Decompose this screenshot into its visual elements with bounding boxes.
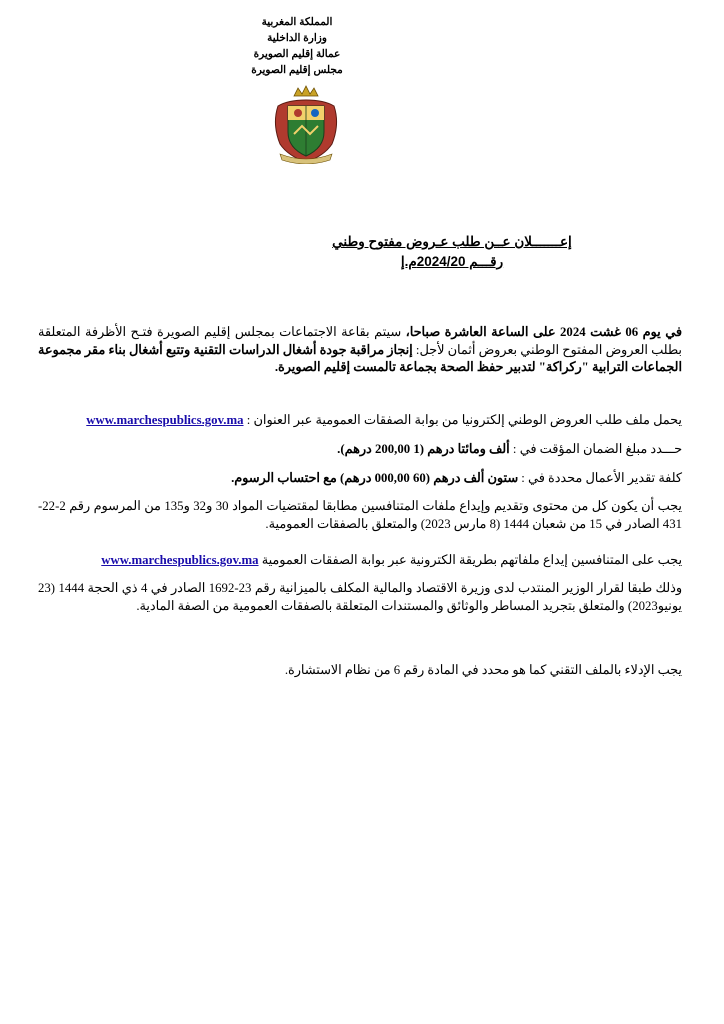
title-line-number: رقـــم 2024/20م.إ [400, 254, 504, 269]
opening-date: في يوم 06 غشت 2024 على الساعة العاشرة صباحا، [405, 325, 683, 339]
coat-of-arms-icon [270, 84, 342, 164]
deposit-text: يجب على المتنافسين إيداع ملفاتهم بطريقة الكترونية عبر بوابة الصفقات العمومية [258, 553, 682, 567]
guarantee-amount: ألف ومائتا درهم (1 200,00 درهم). [337, 442, 510, 456]
guarantee-label: حـــدد مبلغ الضمان المؤقت في : [509, 442, 682, 456]
letterhead-line-council: مجلس إقليم الصويرة [251, 64, 343, 76]
opening-text: سيتم بقاعة الاجتماعات بمجلس إقليم الصويرة فتـح الأظرفة المتعلقة بطلب العروض المفتوح الوطني بعروض أثمان لأجل: [38, 325, 682, 357]
announcement-title [0, 232, 724, 272]
paragraph-technical-file: يجب الإدلاء بالملف التقني كما هو محدد في المادة رقم 6 من نظام الاستشارة. [284, 663, 682, 677]
paragraph-estimate [38, 470, 682, 488]
paragraph-decree: وذلك طبقا لقرار الوزير المنتدب لدى وزيرة الاقتصاد والمالية المكلف بالميزانية رقم 23-1692 الصادر في 4 ذي الحجة 1444 (23 يونيو2023) والمتعلق بتجريد المساطر والوثائق والمستندات المتعلقة بالصفقات العمومية من الصفة المادية. [38, 581, 683, 613]
download-text: يحمل ملف طلب العروض الوطني إلكترونيا من بوابة الصفقات العمومية عبر العنوان : [243, 413, 682, 427]
letterhead-line-kingdom: المملكة المغربية [261, 16, 333, 28]
title-line-tender: إعـــــــلان عــن طلب عـروض مفتوح وطني [332, 234, 572, 249]
estimate-amount: ستون ألف درهم (60 000,00 درهم) مع احتساب الرسوم. [231, 471, 519, 485]
letterhead-line-ministry: وزارة الداخلية [267, 32, 327, 44]
paragraph-download [38, 412, 682, 430]
letterhead [230, 14, 364, 78]
paragraph-guarantee [38, 441, 682, 459]
estimate-label: كلفة تقدير الأعمال محددة في : [518, 471, 682, 485]
paragraph-electronic-deposit [38, 552, 682, 570]
paragraph-opening [38, 324, 682, 377]
project-object: إنجاز مراقبة جودة أشغال الدراسات التقنية وتتبع أشغال بناء مقر مجموعة الجماعات الترابية "ركراكة" لتدبير حفظ الصحة بجماعة تالمست إقليم الصويرة. [38, 342, 682, 374]
portal-link-deposit[interactable]: www.marchespublics.gov.ma [101, 553, 259, 567]
paragraph-conformity: يجب أن يكون كل من محتوى وتقديم وإيداع ملفات المتنافسين مطابقا لمقتضيات المواد 30 و32 و135 من المرسوم رقم 2-22-431 الصادر في 15 من شعبان 1444 (8 مارس 2023) والمتعلق بالصفقات العمومية. [38, 499, 682, 531]
letterhead-line-prefecture: عمالة إقليم الصويرة [253, 48, 341, 60]
portal-link[interactable]: www.marchespublics.gov.ma [86, 413, 244, 427]
